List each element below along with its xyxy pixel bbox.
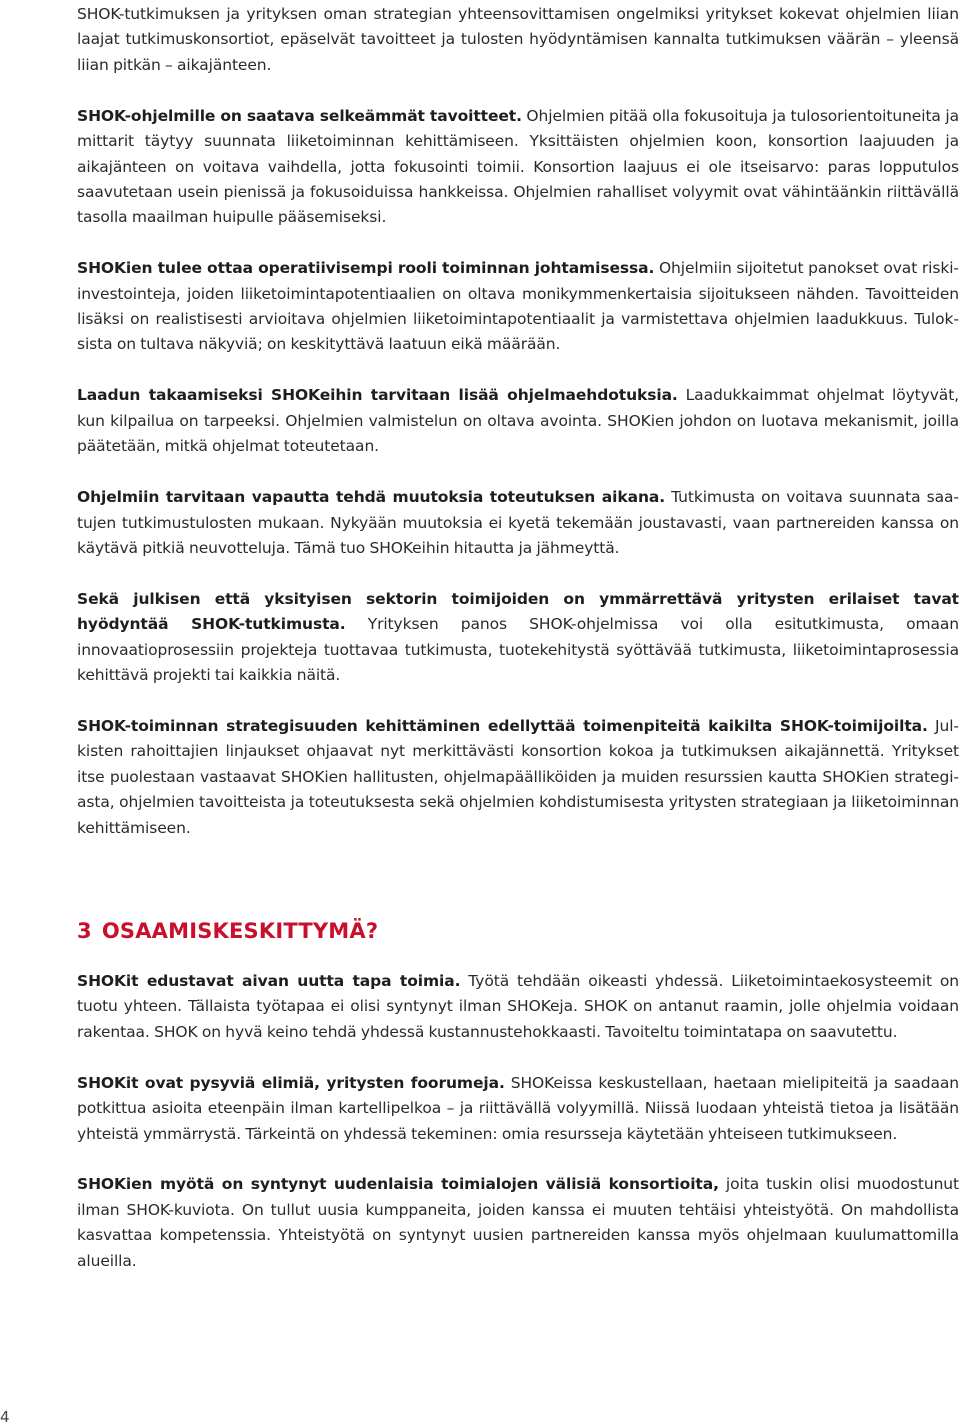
paragraph-lead: SHOKit edustavat aivan uutta tapa toimia. (77, 971, 461, 990)
paragraph-lead: Laadun takaamiseksi SHOKeihin tarvitaan lisää ohjelmaehdotuksia. (77, 386, 678, 405)
paragraph (77, 485, 959, 561)
paragraph-lead: SHOKien tulee ottaa operatiivisempi rooli toiminnan johtamisessa. (77, 259, 655, 278)
paragraph (77, 969, 959, 1045)
paragraph-text: SHOKeissa keskustellaan, haetaan mielipiteitä ja saadaan potkittua asioita eteenpäin ilman kartellipelkoa – ja riittävällä volyymillä. Niissä luodaan yhteistä tietoa ja lisätään yhteistä ymmärrystä. Tärkeintä on yhdessä tekeminen: omia resursseja käytetään yhteiseen tutkimukseen. (77, 1073, 959, 1143)
paragraph (77, 256, 959, 358)
paragraph-text: Ohjelmiin sijoitetut panokset ovat riskiinvestointeja, joiden liiketoimintapotentiaalien on oltava monikymmenkertaisia sijoitukseen nähden. Tavoitteiden lisäksi on realistisesti arvioitava ohjelmien liiketoimintapotentiaalit ja varmistettava ohjelmien laadukkuus. Tuloksista on tultava näkyviä; on keskityttävä laatuun eikä määrään. (77, 259, 959, 354)
paragraph (77, 104, 959, 231)
paragraph-text: joita tuskin olisi muodostunut ilman SHOK-kuviota. On tullut uusia kumppaneita, joiden kanssa ei muuten tehtäisi yhteistyötä. On mahdollista kasvattaa kompetenssia. Yhteistyötä on syntynyt uusien partnereiden kanssa myös ohjelmaan kuulumattomilla alueilla. (77, 1175, 959, 1270)
paragraph-lead: SHOKien myötä on syntynyt uudenlaisia toimialojen välisiä konsortioita, (77, 1175, 719, 1194)
page-number: 4 (0, 1408, 10, 1426)
paragraph (77, 587, 959, 689)
paragraph-text: Laadukkaimmat ohjelmat löytyvät, kun kilpailua on tarpeeksi. Ohjelmien valmistelun on oltava avointa. SHOKien johdon on luotava mekanismit, joilla päätetään, mitkä ohjelmat toteutetaan. (77, 386, 959, 456)
paragraph-lead: SHOK-ohjelmille on saatava selkeämmät tavoitteet. (77, 106, 522, 125)
section-number: 3 (77, 918, 92, 943)
paragraph-lead: SHOK-toiminnan strategisuuden kehittäminen edellyttää toimenpiteitä kaikilta SHOK-toimijoilta. (77, 716, 928, 735)
paragraph-text: Tutkimusta on voitava suunnata saatujen tutkimustulosten mukaan. Nykyään muutoksia ei kyetä tekemään joustavasti, vaan partnereiden kanssa on käytävä pitkiä neuvotteluja. Tämä tuo SHOKeihin hitautta ja jähmeyttä. (77, 488, 959, 557)
paragraph (77, 2, 959, 78)
paragraph-lead: SHOKit ovat pysyviä elimiä, yritysten foorumeja. (77, 1073, 505, 1092)
paragraph-text: Julkisten rahoittajien linjaukset ohjaavat nyt merkittävästi konsortion kokoa ja tutkimuksen aikajännettä. Yritykset itse puolestaan vastaavat SHOKien hallitusten, ohjelmapäälliköiden ja muiden resurssien kautta SHOKien strategiasta, ohjelmien tavoitteista ja toteutuksesta sekä ohjelmien kohdistumisesta yritysten strategiaan ja liiketoiminnan kehittämiseen. (77, 716, 959, 837)
paragraph (77, 714, 959, 841)
paragraph-lead: Ohjelmiin tarvitaan vapautta tehdä muutoksia toteutuksen aikana. (77, 488, 666, 507)
section-title: OSAAMISKESKITTYMÄ? (101, 918, 379, 943)
document-body (77, 0, 959, 1274)
paragraph (77, 1071, 959, 1147)
paragraph (77, 383, 959, 459)
paragraph-text: Ohjelmien pitää olla fokusoituja ja tulosorientoituneita ja mittarit täytyy suunnata liiketoiminnan kehittämiseen. Yksittäisten ohjelmien koon, konsortion laajuuden ja aikajänteen on voitava vaihdella, jotta fokusointi toimii. Konsortion laajuus ei ole itseisarvo: paras lopputulos saavutetaan usein pienissä ja fokusoiduissa hankkeissa. Ohjelmien rahalliset volyymit ovat vähintäänkin riittävällä tasolla maailman huipulle pääsemiseksi. (77, 106, 959, 227)
paragraph-text: Yrityksen panos SHOK-ohjelmissa voi olla esitutkimusta, omaan innovaatioprosessiin projekteja tuottavaa tutkimusta, tuotekehitystä syöttävää tutkimusta, liiketoimintaprosessia kehittävä projekti tai kaikkia näitä. (77, 615, 959, 685)
paragraph-text: SHOK-tutkimuksen ja yrityksen oman strategian yhteensovittamisen ongelmiksi yritykset kokevat ohjelmien liian laajat tutkimuskonsortiot, epäselvät tavoitteet ja tulosten hyödyntämisen kannalta tutkimuksen väärän – yleensä liian pitkän – aikajänteen. (77, 5, 959, 74)
paragraph-text: Työtä tehdään oikeasti yhdessä. Liiketoimintaekosysteemit on tuotu yhteen. Tällaista työtapaa ei olisi syntynyt ilman SHOKeja. SHOK on antanut raamin, jolle ohjelmia voidaan rakentaa. SHOK on hyvä keino tehdä yhdessä kustannustehokkaasti. Tavoiteltu toimintatapa on saavutettu. (77, 971, 959, 1041)
section-heading (77, 917, 959, 945)
paragraph-lead: Sekä julkisen että yksityisen sektorin toimijoiden on ymmärrettävä yritysten erilaiset tavat hyödyntää SHOK-tutkimusta. (77, 589, 959, 634)
paragraph (77, 1172, 959, 1274)
